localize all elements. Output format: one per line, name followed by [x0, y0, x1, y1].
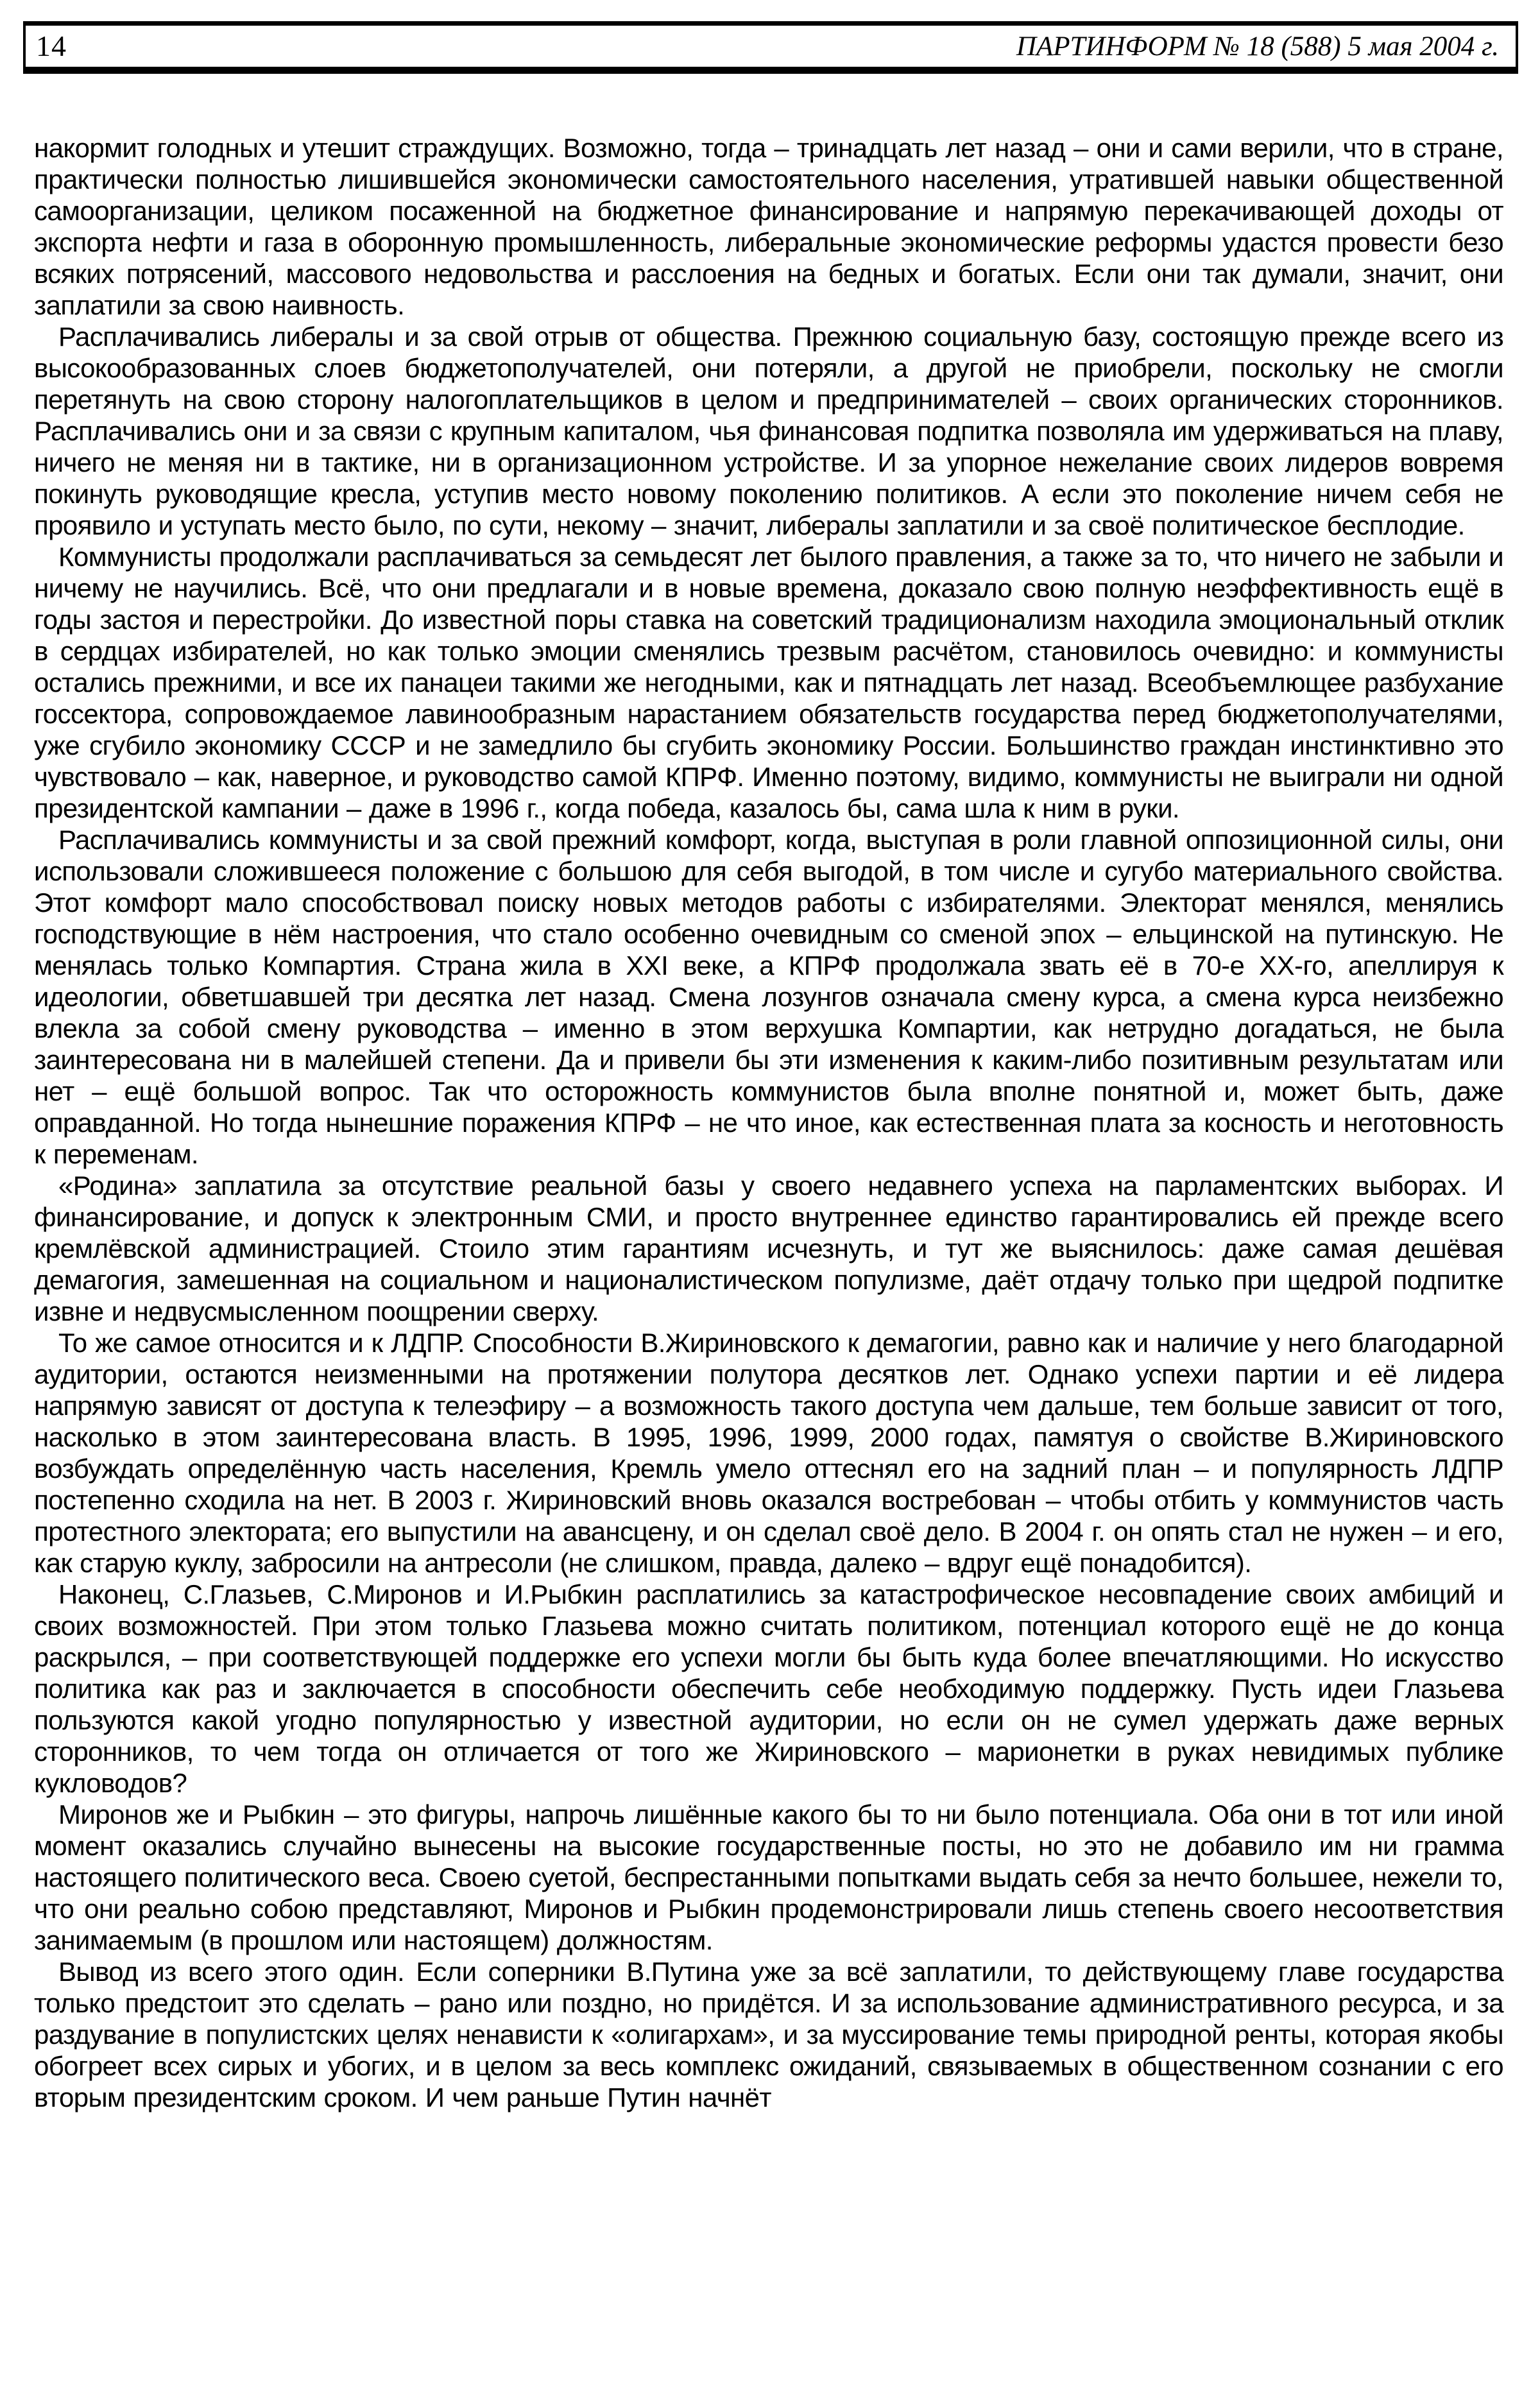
paragraph-ldpr: То же самое относится и к ЛДПР. Способности В.Жириновского к демагогии, равно как и наличие у него благодарной аудитории, остаются неизменными на протяжении полутора десятков лет. Однако успехи партии и её лидера напрямую зависят от доступа к телеэфиру – а возможность такого доступа чем дальше, тем больше зависит от того, насколько в этом заинтересована власть. В 1995, 1996, 1999, 2000 годах, памятуя о свойстве В.Жириновского возбуждать определённую часть населения, Кремль умело оттеснял его на задний план – и популярность ЛДПР постепенно сходила на нет. В 2003 г. Жириновский вновь оказался востребован – чтобы отбить у коммунистов часть протестного электората; его выпустили на авансцену, и он сделал своё дело. В 2004 г. он опять стал не нужен – и его, как старую куклу, забросили на антресоли (не слишком, правда, далеко – вдруг ещё понадобится). — [34, 1328, 1503, 1578]
paragraph-conclusion: Вывод из всего этого один. Если соперники В.Путина уже за всё заплатили, то действующему главе государства только предстоит это сделать – рано или поздно, но придётся. И за использование административного ресурса, и за раздувание в популистских целях ненависти к «олигархам», и за муссирование темы природной ренты, которая якобы обогреет всех сирых и убогих, и в целом за весь комплекс ожиданий, связываемых в общественном сознании с его вторым президентским сроком. И чем раньше Путин начнёт — [34, 1957, 1503, 2112]
paragraph-rodina: «Родина» заплатила за отсутствие реальной базы у своего недавнего успеха на парламентских выборах. И финансирование, и допуск к электронным СМИ, и просто внутреннее единство гарантировались ей прежде всего кремлёвской администрацией. Стоило этим гарантиям исчезнуть, и тут же выяснилось: даже самая дешёвая демагогия, замешенная на социальном и националистическом популизме, даёт отдачу только при щедрой подпитке извне и недвусмысленном поощрении сверху. — [34, 1170, 1503, 1326]
paragraph-continuation: накормит голодных и утешит страждущих. Возможно, тогда – тринадцать лет назад – они и сами верили, что в стране, практически полностью лишившейся экономически самостоятельного населения, утратившей навыки общественной самоорганизации, целиком посаженной на бюджетное финансирование и напрямую перекачивающей доходы от экспорта нефти и газа в оборонную промышленность, либеральные экономические реформы удастся провести безо всяких потрясений, массового недовольства и расслоения на бедных и богатых. Если они так думали, значит, они заплатили за свою наивность. — [34, 133, 1503, 320]
page-header — [23, 21, 1518, 74]
paragraph-liberals: Расплачивались либералы и за свой отрыв от общества. Прежнюю социальную базу, состоящую прежде всего из высокообразованных слоев бюджетополучателей, они потеряли, а другой не приобрели, поскольку не смогли перетянуть на свою сторону налогоплательщиков в целом и предпринимателей – своих органических сторонников. Расплачивались они и за связи с крупным капиталом, чья финансовая подпитка позволяла им удерживаться на плаву, ничего не меняя ни в тактике, ни в организационном устройстве. И за упорное нежелание своих лидеров вовремя покинуть руководящие кресла, уступив место новому поколению политиков. А если это поколение ничем себя не проявило и уступать место было, по сути, некому – значит, либералы заплатили и за своё политическое бесплодие. — [34, 321, 1503, 540]
paragraph-mironov-rybkin: Миронов же и Рыбкин – это фигуры, напрочь лишённые какого бы то ни было потенциала. Оба они в тот или иной момент оказались случайно вынесены на высокие государственные посты, но это не добавило им ни грамма настоящего политического веса. Своею суетой, беспрестанными попытками выдать себя за нечто большее, нежели то, что они реально собою представляют, Миронов и Рыбкин продемонстрировали лишь степень своего несоответствия занимаемым (в прошлом или настоящем) должностям. — [34, 1799, 1503, 1955]
paragraph-communists-comfort: Расплачивались коммунисты и за свой прежний комфорт, когда, выступая в роли главной оппозиционной силы, они использовали сложившееся положение с большою для себя выгодой, в том числе и сугубо материального свойства. Этот комфорт мало способствовал поиску новых методов работы с избирателями. Электорат менялся, менялись господствующие в нём настроения, что стало особенно очевидным со сменой эпох – ельцинской на путинскую. Не менялась только Компартия. Страна жила в XXI веке, а КПРФ продолжала звать её в 70-е XX-го, апеллируя к идеологии, обветшавшей три десятка лет назад. Смена лозунгов означала смену курса, а смена курса неизбежно влекла за собой смену руководства – именно в этом верхушка Компартии, как нетрудно догадаться, не была заинтересована ни в малейшей степени. Да и привели бы эти изменения к каким-либо позитивным результатам или нет – ещё большой вопрос. Так что осторожность коммунистов была вполне понятной и, может быть, даже оправданной. Но тогда нынешние поражения КПРФ – не что иное, как естественная плата за косность и неготовность к переменам. — [34, 825, 1503, 1169]
article-body — [34, 132, 1503, 2113]
paragraph-communists: Коммунисты продолжали расплачиваться за семьдесят лет былого правления, а также за то, что ничего не забыли и ничему не научились. Всё, что они предлагали и в новые времена, доказало свою полную неэффективность ещё в годы застоя и перестройки. До известной поры ставка на советский традиционализм находила эмоциональный отклик в сердцах избирателей, но как только эмоции сменялись трезвым расчётом, становилось очевидно: и коммунисты остались прежними, и все их панацеи такими же негодными, как и пятнадцать лет назад. Всеобъемлющее разбухание госсектора, сопровождаемое лавинообразным нарастанием обязательств государства перед бюджетополучателями, уже сгубило экономику СССР и не замедлило бы сгубить экономику России. Большинство граждан инстинктивно это чувствовало – как, наверное, и руководство самой КПРФ. Именно поэтому, видимо, коммунисты не выиграли ни одной президентской кампании – даже в 1996 г., когда победа, казалось бы, сама шла к ним в руки. — [34, 542, 1503, 823]
page-number: 14 — [36, 30, 67, 62]
paragraph-glazyev: Наконец, С.Глазьев, С.Миронов и И.Рыбкин расплатились за катастрофическое несовпадение своих амбиций и своих возможностей. При этом только Глазьева можно считать политиком, потенциал которого ещё не до конца раскрылся, – при соответствующей поддержке его успехи могли бы быть куда более впечатляющими. Но искусство политика как раз и заключается в способности обеспечить себе необходимую поддержку. Пусть идеи Глазьева пользуются какой угодно популярностью у известной аудитории, но если он не сумел удержать даже верных сторонников, то чем тогда он отличается от того же Жириновского – марионетки в руках невидимых публике кукловодов? — [34, 1579, 1503, 1798]
header-title: ПАРТИНФОРМ № 18 (588) 5 мая 2004 г. — [1016, 31, 1499, 62]
